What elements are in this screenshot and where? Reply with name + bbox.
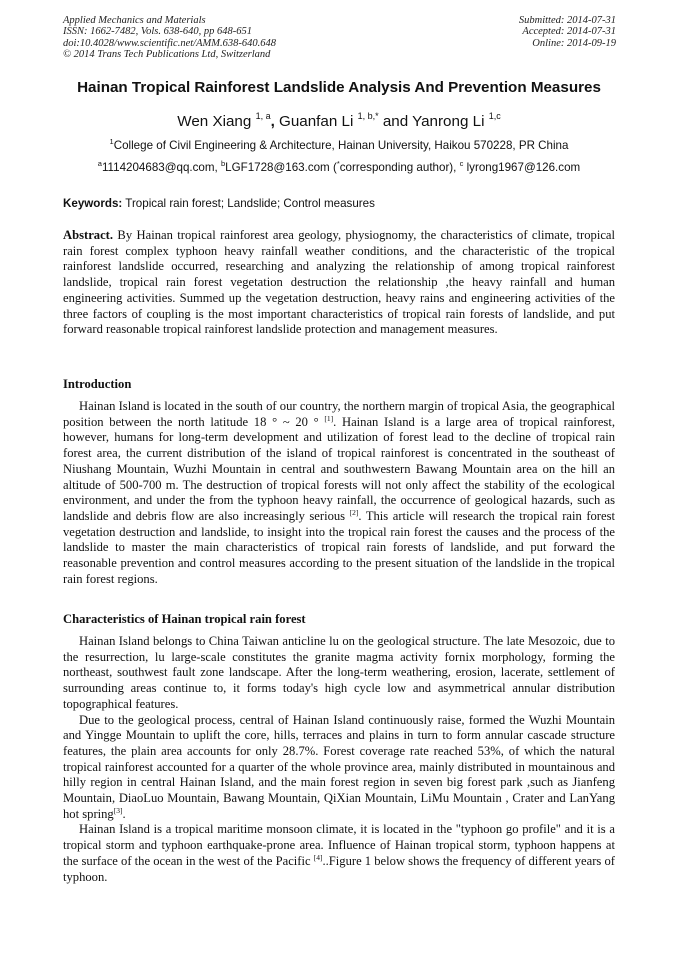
journal-name: Applied Mechanics and Materials	[63, 15, 206, 26]
affiliation-sup: 1	[109, 137, 114, 146]
citation-3: [3]	[113, 805, 123, 815]
author-and: and	[378, 113, 413, 130]
abstract	[63, 228, 615, 338]
characteristics-paragraph-2	[63, 713, 615, 823]
email-c: lyrong1967@126.com	[463, 161, 581, 174]
introduction-heading: Introduction	[63, 377, 132, 391]
introduction-paragraph	[63, 399, 615, 587]
citation-1: [1]	[324, 413, 334, 423]
journal-header-right	[519, 15, 616, 49]
keywords	[63, 197, 618, 210]
char-p3-text: Hainan Island is a tropical maritime monsoon climate, it is located in the "typhoon go profile" and it is a tropical storm and typhoon earthquake-prone area. Influence of Hainan tropical storm, typhoon happens at the surface of the ocean in the west of the Pacific	[63, 822, 615, 868]
corresponding-sup: *	[336, 159, 340, 168]
corresponding-note: corresponding author),	[339, 161, 460, 174]
email-b-sup: b	[220, 159, 226, 168]
characteristics-heading: Characteristics of Hainan tropical rain forest	[63, 612, 306, 626]
author-1-sup: 1, a	[255, 111, 271, 121]
introduction-body	[63, 399, 615, 587]
citation-2: [2]	[349, 507, 359, 517]
abstract-text: By Hainan tropical rainforest area geology, physiognomy, the characteristics of climate, tropical rain forest complex typhoon heavy rainfall weather conditions, and the characteristic of the tropical rainforest landslide occurred, researching and analyzing the relationship of among tropical rainforest landslide, tropical rain forest vegetation destruction the relationship ,the heavy rainfall and human engineering activities. Summed up the vegetation destruction, heavy rains and engineering activities of the three factors of coupling is the most important characteristics of tropical rain forests of landslide, and put forward reasonable tropical rainforest landslide protection and management measures.	[63, 228, 615, 337]
abstract-paragraph	[63, 228, 615, 338]
abstract-label: Abstract.	[63, 228, 114, 242]
paper-title: Hainan Tropical Rainforest Landslide Analysis And Prevention Measures	[77, 79, 601, 96]
characteristics-paragraph-3	[63, 822, 615, 885]
author-list	[0, 113, 678, 130]
email-line	[0, 161, 678, 174]
citation-4: [4]	[313, 852, 323, 862]
affiliation-text: College of Civil Engineering & Architecture, Hainan University, Haikou 570228, PR China	[113, 139, 569, 152]
char-p2-end: .	[122, 806, 126, 821]
char-p2-text: Due to the geological process, central of Hainan Island continuously raise, formed the Wuzhi Mountain and Yingge Mountain to uplift the core, hills, terraces and plains in turn to form annular cascade structure features, the plain area accounts for only 28.7%. Forest coverage rate reached 53%, of which the natural tropical rainforest accounted for a quarter of the whole province area, mainly distributed in mountainous and hilly region in central Hainan Island, and the main forest region in seven big forest park ,such as Jianfeng Mountain, DiaoLuo Mountain, Bawang Mountain, QiXian Mountain, LiMu Mountain , Crater and LanYang hot spring	[63, 712, 615, 821]
keywords-label: Keywords:	[63, 197, 123, 210]
characteristics-body	[63, 634, 615, 885]
author-1: Wen Xiang	[177, 113, 252, 130]
copyright-line: © 2014 Trans Tech Publications Ltd, Switzerland	[63, 49, 271, 61]
intro-text-1: Hainan Island is located in the south of our country, the northern margin of tropical Asia, the geographical position between the north latitude 18 ° ~ 20 °	[63, 399, 615, 429]
journal-header-left	[63, 15, 276, 61]
author-3-sup: 1,c	[488, 111, 501, 121]
submitted-date: Submitted: 2014-07-31	[518, 15, 616, 26]
author-2: Guanfan Li	[274, 113, 354, 130]
online-date: Online: 2014-09-19	[532, 37, 616, 49]
email-c-sup: c	[459, 159, 464, 168]
accepted-date: Accepted: 2014-07-31	[522, 26, 616, 38]
email-b: LGF1728@163.com (	[225, 161, 337, 174]
email-a: 1114204683@qq.com,	[101, 161, 221, 174]
email-a-sup: a	[97, 159, 102, 168]
issn-line: ISSN: 1662-7482, Vols. 638-640, pp 648-651	[63, 26, 252, 38]
author-2-sup: 1, b,*	[357, 111, 379, 121]
affiliation	[0, 139, 678, 152]
intro-text-3: . This article will research the tropical rain forest vegetation destruction and landslide, to insight into the tropical rain forest the causes and the process of the landslide to master the main characteristics of tropical rain forests of landslide, and put forward the reasonable prevention and control measures according to the present situation of the landslide in the tropical rain forest regions.	[63, 508, 615, 586]
keywords-text: Tropical rain forest; Landslide; Control measures	[122, 197, 375, 210]
characteristics-paragraph-1: Hainan Island belongs to China Taiwan anticline lu on the geological structure. The late Mesozoic, due to the resurrection, lu large-scale constitutes the granite magma activity fornix morphology, forming the northeast, southwest fault zone landscape. After the long-term weathering, erosion, lacerate, settlement of surrounding areas continue to, it forms today's high cycle low and asymmetrical annular distribution topographical features.	[63, 634, 615, 711]
char-p3-end: ..Figure 1 below shows the frequency of different years of typhoon.	[63, 853, 615, 884]
doi-line: doi:10.4028/www.scientific.net/AMM.638-640.648	[63, 37, 276, 49]
author-separator: ,	[270, 113, 275, 130]
intro-text-2: . Hainan Island is a large area of tropical rainforest, however, humans for long-term development and utilization of forest lead to the decline of tropical rain forest area, the current distribution of the island of tropical rainforest is concentrated in the southeast of Niushang Mountain, Wuzhi Mountain in central and southwestern Bawang Mountain area on the hill an altitude of 500-700 m. The destruction of tropical forests will not only affect the stability of the ecological environment, and under the from the typhoon heavy rainfall, the occurrence of geological hazards, such as landslide and debris flow are also increasingly serious	[63, 414, 615, 523]
author-3: Yanrong Li	[412, 113, 485, 130]
